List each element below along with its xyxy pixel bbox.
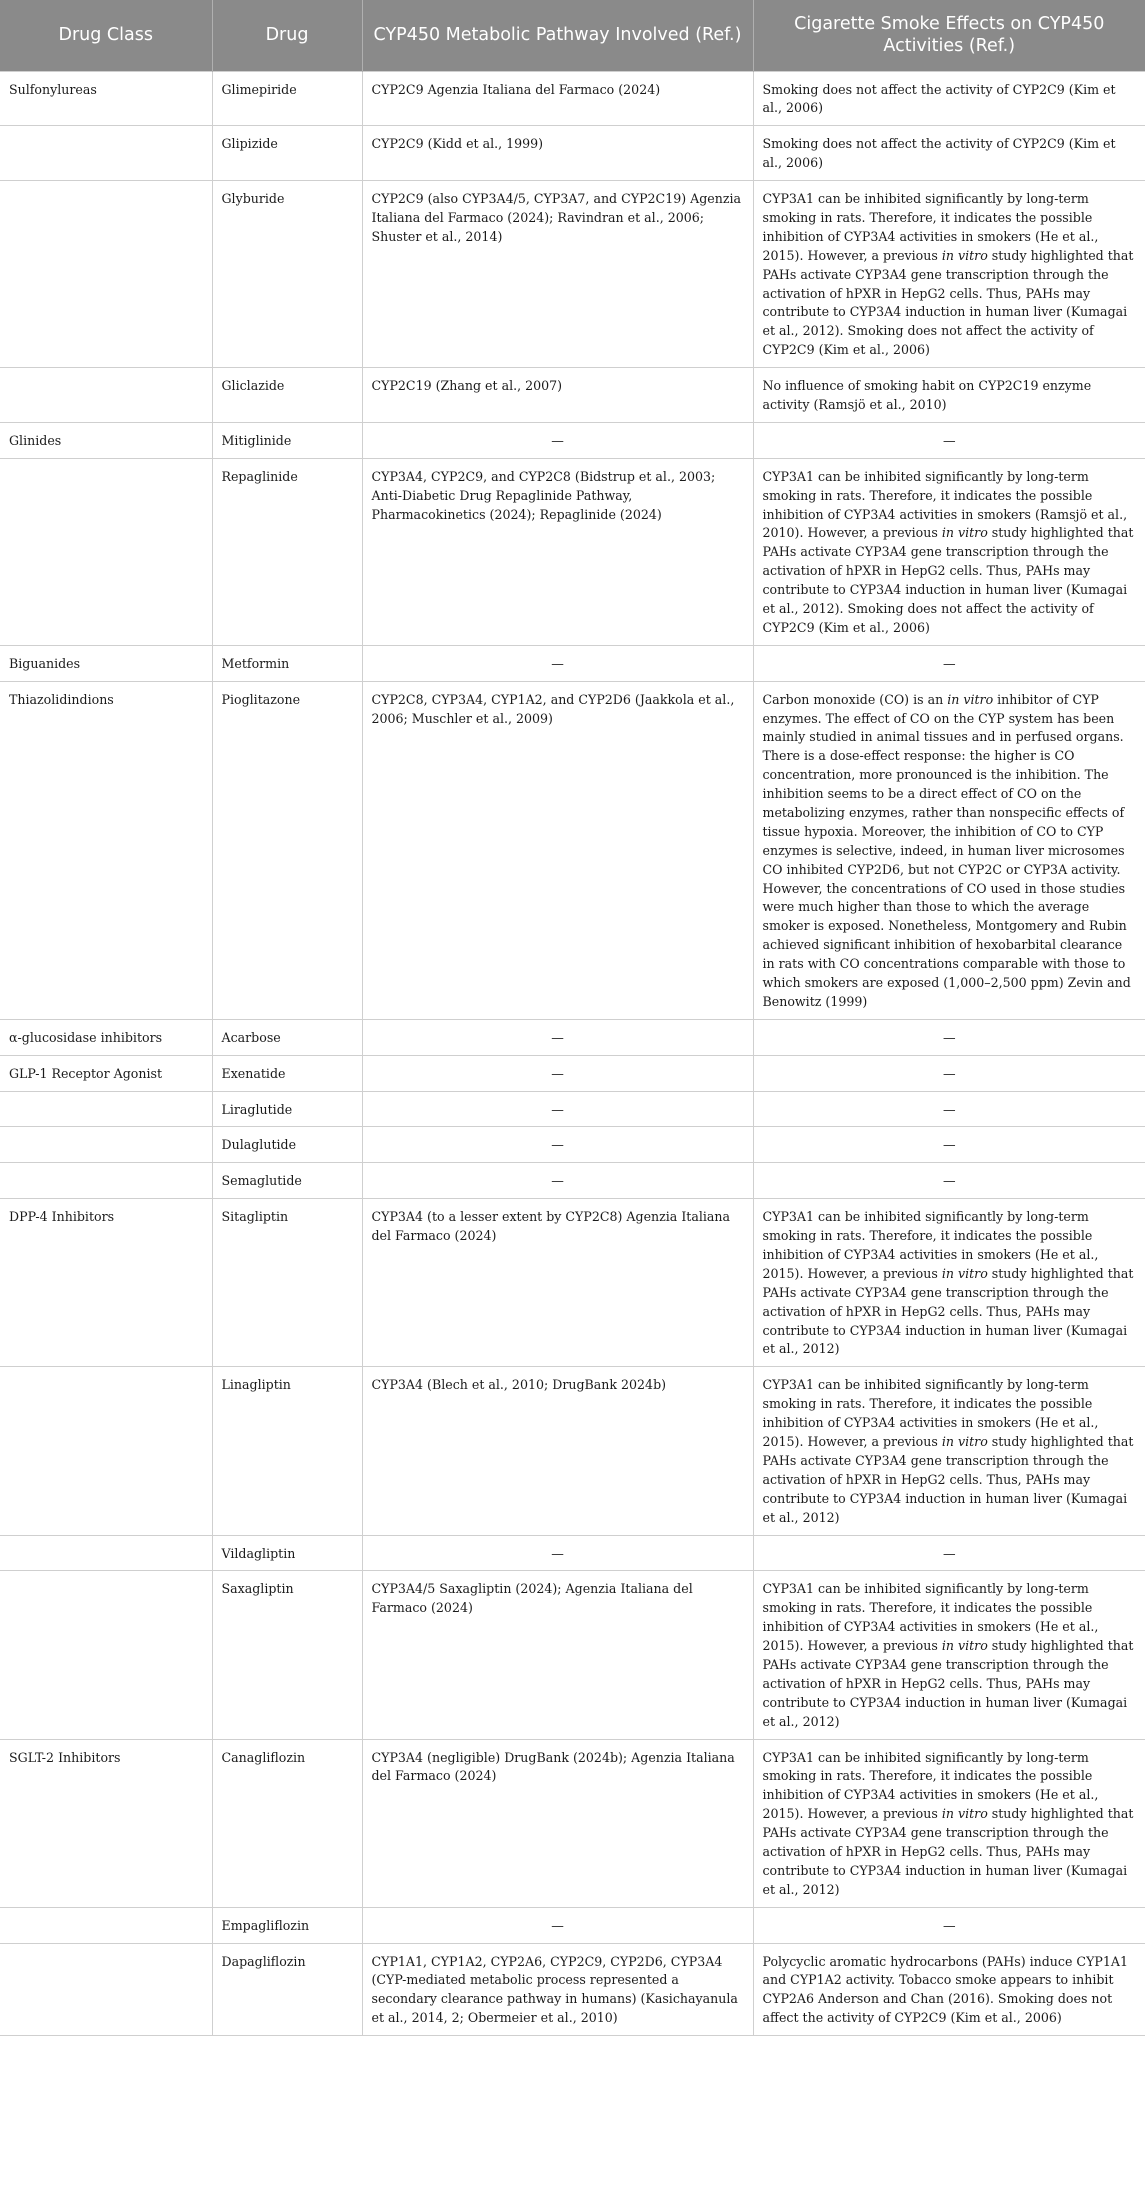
drug-class-cell: Thiazolidindions [0, 681, 212, 1019]
drug-name-cell: Mitiglinide [212, 422, 362, 458]
header-pathway: CYP450 Metabolic Pathway Involved (Ref.) [362, 0, 753, 71]
table-row [0, 458, 1145, 645]
smoke-effect-cell: — [753, 1535, 1145, 1571]
cyp-pathway-cell: — [362, 1091, 753, 1127]
drug-name-cell: Dulaglutide [212, 1127, 362, 1163]
table-row [0, 1535, 1145, 1571]
table-body [0, 71, 1145, 2036]
drug-class-cell: α-glucosidase inhibitors [0, 1019, 212, 1055]
cyp-pathway-cell: — [362, 1055, 753, 1091]
drug-class-cell: GLP-1 Receptor Agonist [0, 1055, 212, 1091]
drug-class-cell: SGLT-2 Inhibitors [0, 1739, 212, 1907]
table-row [0, 1019, 1145, 1055]
drug-class-cell: Glinides [0, 422, 212, 458]
table-row [0, 1367, 1145, 1535]
drug-name-cell: Dapagliflozin [212, 1943, 362, 2036]
table-row [0, 181, 1145, 368]
table-row [0, 645, 1145, 681]
table-row [0, 422, 1145, 458]
smoke-effect-cell: Smoking does not affect the activity of CYP2C9 (Kim et al., 2006) [753, 71, 1145, 126]
cyp-pathway-cell: — [362, 422, 753, 458]
smoke-effect-cell: CYP3A1 can be inhibited significantly by long-term smoking in rats. Therefore, it indicates the possible inhibition of CYP3A4 activities in smokers (He et al., 2015). However, a previous in vitro study highlighted that PAHs activate CYP3A4 gene transcription through the activation of hPXR in HepG2 cells. Thus, PAHs may contribute to CYP3A4 induction in human liver (Kumagai et al., 2012) [753, 1367, 1145, 1535]
drug-name-cell: Canagliflozin [212, 1739, 362, 1907]
smoke-effect-cell: — [753, 1019, 1145, 1055]
smoke-effect-cell: Carbon monoxide (CO) is an in vitro inhibitor of CYP enzymes. The effect of CO on the CYP system has been mainly studied in animal tissues and in perfused organs. There is a dose-effect response: the higher is CO concentration, more pronounced is the inhibition. The inhibition seems to be a direct effect of CO on the metabolizing enzymes, rather than nonspecific effects of tissue hypoxia. Moreover, the inhibition of CO to CYP enzymes is selective, indeed, in human liver microsomes CO inhibited CYP2D6, but not CYP2C or CYP3A activity. However, the concentrations of CO used in those studies were much higher than those to which the average smoker is exposed. Nonetheless, Montgomery and Rubin achieved significant inhibition of hexobarbital clearance in rats with CO concentrations comparable with those to which smokers are exposed (1,000–2,500 ppm) Zevin and Benowitz (1999) [753, 681, 1145, 1019]
drug-name-cell: Empagliflozin [212, 1907, 362, 1943]
cyp-pathway-cell: CYP3A4, CYP2C9, and CYP2C8 (Bidstrup et al., 2003; Anti-Diabetic Drug Repaglinide Pathway, Pharmacokinetics (2024); Repaglinide (2024) [362, 458, 753, 645]
drug-class-cell [0, 1163, 212, 1199]
drug-class-cell [0, 181, 212, 368]
header-effects: Cigarette Smoke Effects on CYP450 Activities (Ref.) [753, 0, 1145, 71]
smoke-effect-cell: — [753, 1091, 1145, 1127]
cyp-pathway-cell: — [362, 1127, 753, 1163]
header-drug-class: Drug Class [0, 0, 212, 71]
smoke-effect-cell: CYP3A1 can be inhibited significantly by long-term smoking in rats. Therefore, it indicates the possible inhibition of CYP3A4 activities in smokers (He et al., 2015). However, a previous in vitro study highlighted that PAHs activate CYP3A4 gene transcription through the activation of hPXR in HepG2 cells. Thus, PAHs may contribute to CYP3A4 induction in human liver (Kumagai et al., 2012) [753, 1739, 1145, 1907]
drug-name-cell: Gliclazide [212, 368, 362, 423]
drug-class-cell [0, 1535, 212, 1571]
cyp-pathway-cell: CYP3A4 (negligible) DrugBank (2024b); Agenzia Italiana del Farmaco (2024) [362, 1739, 753, 1907]
cyp-pathway-cell: CYP3A4 (to a lesser extent by CYP2C8) Agenzia Italiana del Farmaco (2024) [362, 1199, 753, 1367]
cyp-pathway-cell: — [362, 1907, 753, 1943]
cyp-pathway-cell: CYP1A1, CYP1A2, CYP2A6, CYP2C9, CYP2D6, CYP3A4 (CYP-mediated metabolic process represented a secondary clearance pathway in humans) (Kasichayanula et al., 2014, 2; Obermeier et al., 2010) [362, 1943, 753, 2036]
drug-name-cell: Glimepiride [212, 71, 362, 126]
drug-name-cell: Vildagliptin [212, 1535, 362, 1571]
smoke-effect-cell: — [753, 1055, 1145, 1091]
smoke-effect-cell: CYP3A1 can be inhibited significantly by long-term smoking in rats. Therefore, it indicates the possible inhibition of CYP3A4 activities in smokers (He et al., 2015). However, a previous in vitro study highlighted that PAHs activate CYP3A4 gene transcription through the activation of hPXR in HepG2 cells. Thus, PAHs may contribute to CYP3A4 induction in human liver (Kumagai et al., 2012) [753, 1571, 1145, 1739]
cyp-pathway-cell: CYP2C19 (Zhang et al., 2007) [362, 368, 753, 423]
table-row [0, 1127, 1145, 1163]
drug-name-cell: Sitagliptin [212, 1199, 362, 1367]
drug-class-cell: DPP-4 Inhibitors [0, 1199, 212, 1367]
drug-class-cell: Biguanides [0, 645, 212, 681]
smoke-effect-cell: — [753, 422, 1145, 458]
cyp-pathway-cell: CYP3A4 (Blech et al., 2010; DrugBank 2024b) [362, 1367, 753, 1535]
table-row [0, 71, 1145, 126]
drug-name-cell: Exenatide [212, 1055, 362, 1091]
drug-class-cell: Sulfonylureas [0, 71, 212, 126]
smoke-effect-cell: Polycyclic aromatic hydrocarbons (PAHs) induce CYP1A1 and CYP1A2 activity. Tobacco smoke appears to inhibit CYP2A6 Anderson and Chan (2016). Smoking does not affect the activity of CYP2C9 (Kim et al., 2006) [753, 1943, 1145, 2036]
cyp-pathway-cell: CYP2C9 (Kidd et al., 1999) [362, 126, 753, 181]
table-row [0, 1907, 1145, 1943]
drug-class-cell [0, 1091, 212, 1127]
table-row [0, 126, 1145, 181]
drug-class-cell [0, 126, 212, 181]
header-row [0, 0, 1145, 71]
table-row [0, 1199, 1145, 1367]
drug-class-cell [0, 368, 212, 423]
drug-class-cell [0, 1907, 212, 1943]
drug-class-cell [0, 1127, 212, 1163]
table-row [0, 1091, 1145, 1127]
drug-name-cell: Saxagliptin [212, 1571, 362, 1739]
smoke-effect-cell: No influence of smoking habit on CYP2C19 enzyme activity (Ramsjö et al., 2010) [753, 368, 1145, 423]
cyp-pathway-cell: — [362, 1163, 753, 1199]
drug-name-cell: Metformin [212, 645, 362, 681]
drug-class-cell [0, 1367, 212, 1535]
smoke-effect-cell: CYP3A1 can be inhibited significantly by long-term smoking in rats. Therefore, it indicates the possible inhibition of CYP3A4 activities in smokers (He et al., 2015). However, a previous in vitro study highlighted that PAHs activate CYP3A4 gene transcription through the activation of hPXR in HepG2 cells. Thus, PAHs may contribute to CYP3A4 induction in human liver (Kumagai et al., 2012). Smoking does not affect the activity of CYP2C9 (Kim et al., 2006) [753, 181, 1145, 368]
cyp-pathway-cell: CYP2C9 (also CYP3A4/5, CYP3A7, and CYP2C19) Agenzia Italiana del Farmaco (2024); Ravindran et al., 2006; Shuster et al., 2014) [362, 181, 753, 368]
smoke-effect-cell: CYP3A1 can be inhibited significantly by long-term smoking in rats. Therefore, it indicates the possible inhibition of CYP3A4 activities in smokers (He et al., 2015). However, a previous in vitro study highlighted that PAHs activate CYP3A4 gene transcription through the activation of hPXR in HepG2 cells. Thus, PAHs may contribute to CYP3A4 induction in human liver (Kumagai et al., 2012) [753, 1199, 1145, 1367]
drug-name-cell: Pioglitazone [212, 681, 362, 1019]
cyp-pathway-cell: — [362, 645, 753, 681]
drug-class-cell [0, 1571, 212, 1739]
drug-name-cell: Acarbose [212, 1019, 362, 1055]
drug-name-cell: Glipizide [212, 126, 362, 181]
table-row [0, 1739, 1145, 1907]
table-row [0, 1943, 1145, 2036]
cyp-pathway-cell: — [362, 1535, 753, 1571]
cyp-pathway-cell: CYP2C9 Agenzia Italiana del Farmaco (2024) [362, 71, 753, 126]
header-drug: Drug [212, 0, 362, 71]
table-row [0, 1055, 1145, 1091]
cyp-pathway-cell: CYP3A4/5 Saxagliptin (2024); Agenzia Italiana del Farmaco (2024) [362, 1571, 753, 1739]
smoke-effect-cell: CYP3A1 can be inhibited significantly by long-term smoking in rats. Therefore, it indicates the possible inhibition of CYP3A4 activities in smokers (Ramsjö et al., 2010). However, a previous in vitro study highlighted that PAHs activate CYP3A4 gene transcription through the activation of hPXR in HepG2 cells. Thus, PAHs may contribute to CYP3A4 induction in human liver (Kumagai et al., 2012). Smoking does not affect the activity of CYP2C9 (Kim et al., 2006) [753, 458, 1145, 645]
drug-name-cell: Glyburide [212, 181, 362, 368]
drug-class-cell [0, 1943, 212, 2036]
drug-name-cell: Liraglutide [212, 1091, 362, 1127]
table-row [0, 681, 1145, 1019]
cyp-pathway-cell: — [362, 1019, 753, 1055]
drug-name-cell: Linagliptin [212, 1367, 362, 1535]
smoke-effect-cell: — [753, 1163, 1145, 1199]
smoke-effect-cell: — [753, 1127, 1145, 1163]
smoke-effect-cell: Smoking does not affect the activity of CYP2C9 (Kim et al., 2006) [753, 126, 1145, 181]
table-row [0, 1163, 1145, 1199]
smoke-effect-cell: — [753, 1907, 1145, 1943]
drug-name-cell: Repaglinide [212, 458, 362, 645]
cyp-pathway-cell: CYP2C8, CYP3A4, CYP1A2, and CYP2D6 (Jaakkola et al., 2006; Muschler et al., 2009) [362, 681, 753, 1019]
table-row [0, 1571, 1145, 1739]
drug-class-cell [0, 458, 212, 645]
table-row [0, 368, 1145, 423]
drug-name-cell: Semaglutide [212, 1163, 362, 1199]
smoke-effect-cell: — [753, 645, 1145, 681]
